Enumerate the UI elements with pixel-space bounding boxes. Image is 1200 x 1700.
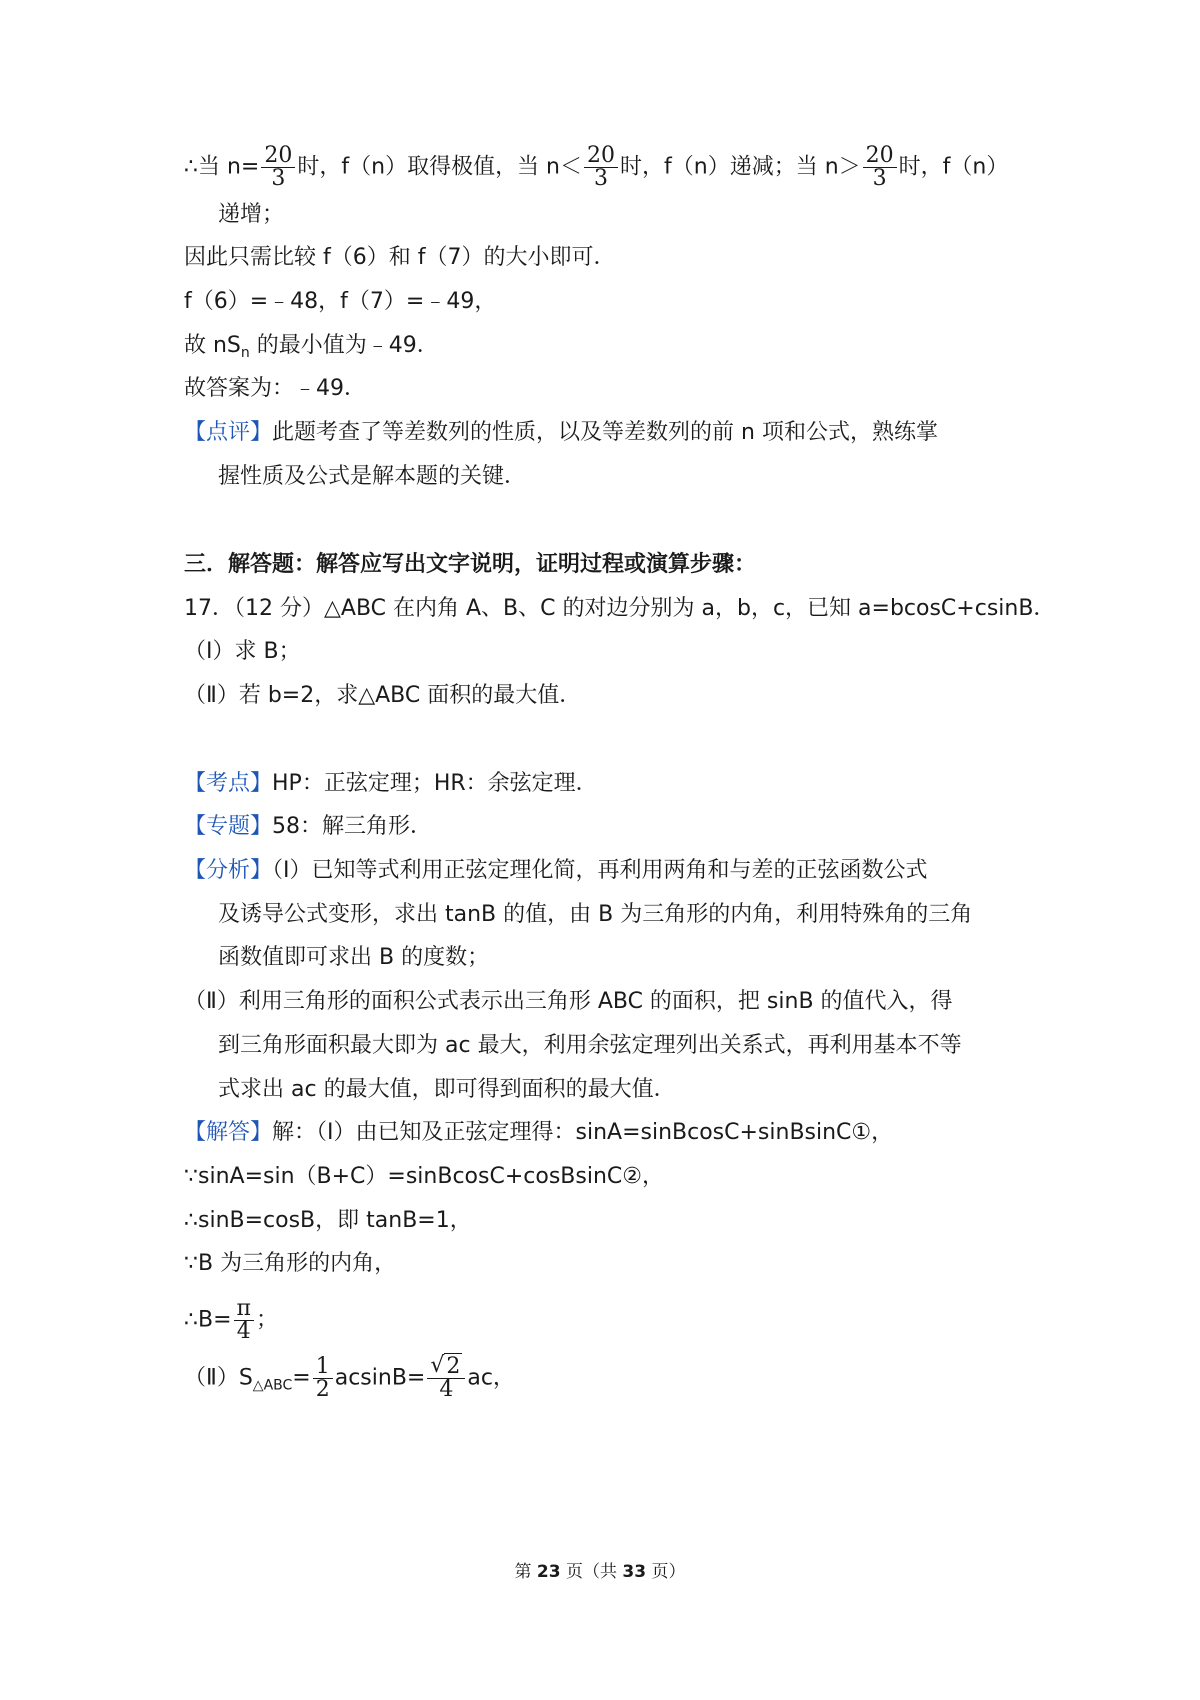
numerator: π	[234, 1298, 254, 1321]
fraction	[234, 1298, 254, 1343]
subscript: n	[240, 345, 250, 361]
fraction	[427, 1356, 465, 1401]
footer-text: 页（共	[560, 1562, 623, 1582]
kaodian-tag: 【考点】	[184, 771, 273, 796]
review-text: 此题考查了等差数列的性质，以及等差数列的前 n 项和公式，熟练掌	[272, 420, 938, 445]
fraction	[313, 1356, 333, 1401]
jieda-line	[184, 1118, 893, 1148]
line-6: 故答案为：﹣49．	[184, 376, 366, 401]
fraction	[261, 145, 295, 190]
sqrt	[430, 1356, 462, 1378]
fenxi-line-6: 式求出 ac 的最大值，即可得到面积的最大值．	[218, 1077, 676, 1102]
fenxi-tag: 【分析】	[184, 858, 273, 883]
text: ac，	[467, 1365, 515, 1391]
fenxi-text: （Ⅰ）已知等式利用正弦定理化简，再利用两角和与差的正弦函数公式	[272, 858, 928, 883]
line-4: f（6）=﹣48，f（7）=﹣49，	[184, 289, 497, 314]
solution-line-2: ∴sinB=cosB，即 tanB=1，	[184, 1208, 472, 1233]
numerator: 20	[584, 145, 618, 168]
page-footer	[0, 1560, 1200, 1584]
review-tag: 【点评】	[184, 420, 273, 445]
radicand: 2	[446, 1354, 461, 1379]
fraction	[584, 145, 618, 190]
subscript: △ABC	[252, 1377, 293, 1394]
section-heading: 三．解答题：解答应写出文字说明，证明过程或演算步骤：	[184, 552, 757, 577]
line-2: 递增；	[218, 202, 285, 227]
numerator: 20	[261, 145, 295, 168]
text: 时，f（n）取得极值，当 n＜	[297, 154, 583, 180]
denominator: 3	[872, 166, 887, 191]
total-pages: 33	[622, 1562, 647, 1582]
text: acsinB=	[334, 1365, 426, 1391]
review-line-1	[184, 418, 938, 448]
solution-line-3: ∵B 为三角形的内角，	[184, 1251, 397, 1276]
line-5	[184, 331, 439, 368]
fenxi-line-5: 到三角形面积最大即为 ac 最大，利用余弦定理列出关系式，再利用基本不等	[218, 1033, 962, 1058]
footer-text: 第	[514, 1562, 537, 1582]
fraction	[863, 145, 897, 190]
text: ∴B=	[184, 1307, 232, 1333]
text: （Ⅱ）S	[184, 1365, 253, 1391]
zhuanti-line	[184, 812, 432, 842]
jieda-tag: 【解答】	[184, 1120, 273, 1145]
question-17: 17．（12 分）△ABC 在内角 A、B、C 的对边分别为 a，b，c，已知 a=bcosC+csinB．	[184, 596, 1056, 621]
question-17-part-2: （Ⅱ）若 b=2，求△ABC 面积的最大值．	[184, 683, 582, 708]
text: 时，f（n）	[898, 154, 1009, 180]
page-number: 23	[536, 1562, 561, 1582]
solution-line-1: ∵sinA=sin（B+C）=sinBcosC+cosBsinC②，	[184, 1164, 664, 1189]
jieda-text: 解：（Ⅰ）由已知及正弦定理得：sinA=sinBcosC+sinBsinC①，	[272, 1120, 894, 1145]
denominator: 2	[315, 1377, 330, 1402]
fenxi-line-1	[184, 856, 928, 886]
denominator: 4	[236, 1319, 251, 1344]
text: ；	[256, 1307, 279, 1333]
fenxi-line-2: 及诱导公式变形，求出 tanB 的值，由 B 为三角形的内角，利用特殊角的三角	[218, 902, 973, 927]
fenxi-line-3: 函数值即可求出 B 的度数；	[218, 945, 490, 970]
text: 时，f（n）递减；当 n＞	[620, 154, 861, 180]
review-line-2: 握性质及公式是解本题的关键．	[218, 464, 527, 489]
numerator	[427, 1356, 465, 1379]
fenxi-line-4: （Ⅱ）利用三角形的面积公式表示出三角形 ABC 的面积，把 sinB 的值代入，得	[184, 989, 953, 1014]
solution-line-5	[184, 1356, 515, 1401]
denominator: 3	[271, 166, 286, 191]
text: ∴当 n=	[184, 154, 260, 180]
kaodian-line	[184, 769, 598, 799]
line-3: 因此只需比较 f（6）和 f（7）的大小即可．	[184, 245, 616, 270]
denominator: 3	[594, 166, 609, 191]
question-17-part-1: （Ⅰ）求 B；	[184, 639, 301, 664]
numerator: 1	[313, 1356, 333, 1379]
kaodian-text: HP：正弦定理；HR：余弦定理．	[272, 771, 598, 796]
text: 故 nS	[184, 333, 241, 358]
zhuanti-text: 58：解三角形．	[272, 814, 433, 839]
solution-line-4	[184, 1298, 278, 1343]
zhuanti-tag: 【专题】	[184, 814, 273, 839]
line-1	[184, 145, 1008, 190]
footer-text: 页）	[646, 1562, 686, 1582]
text: =	[292, 1365, 311, 1391]
denominator: 4	[439, 1377, 454, 1402]
text: 的最小值为﹣49．	[249, 333, 439, 358]
numerator: 20	[863, 145, 897, 168]
